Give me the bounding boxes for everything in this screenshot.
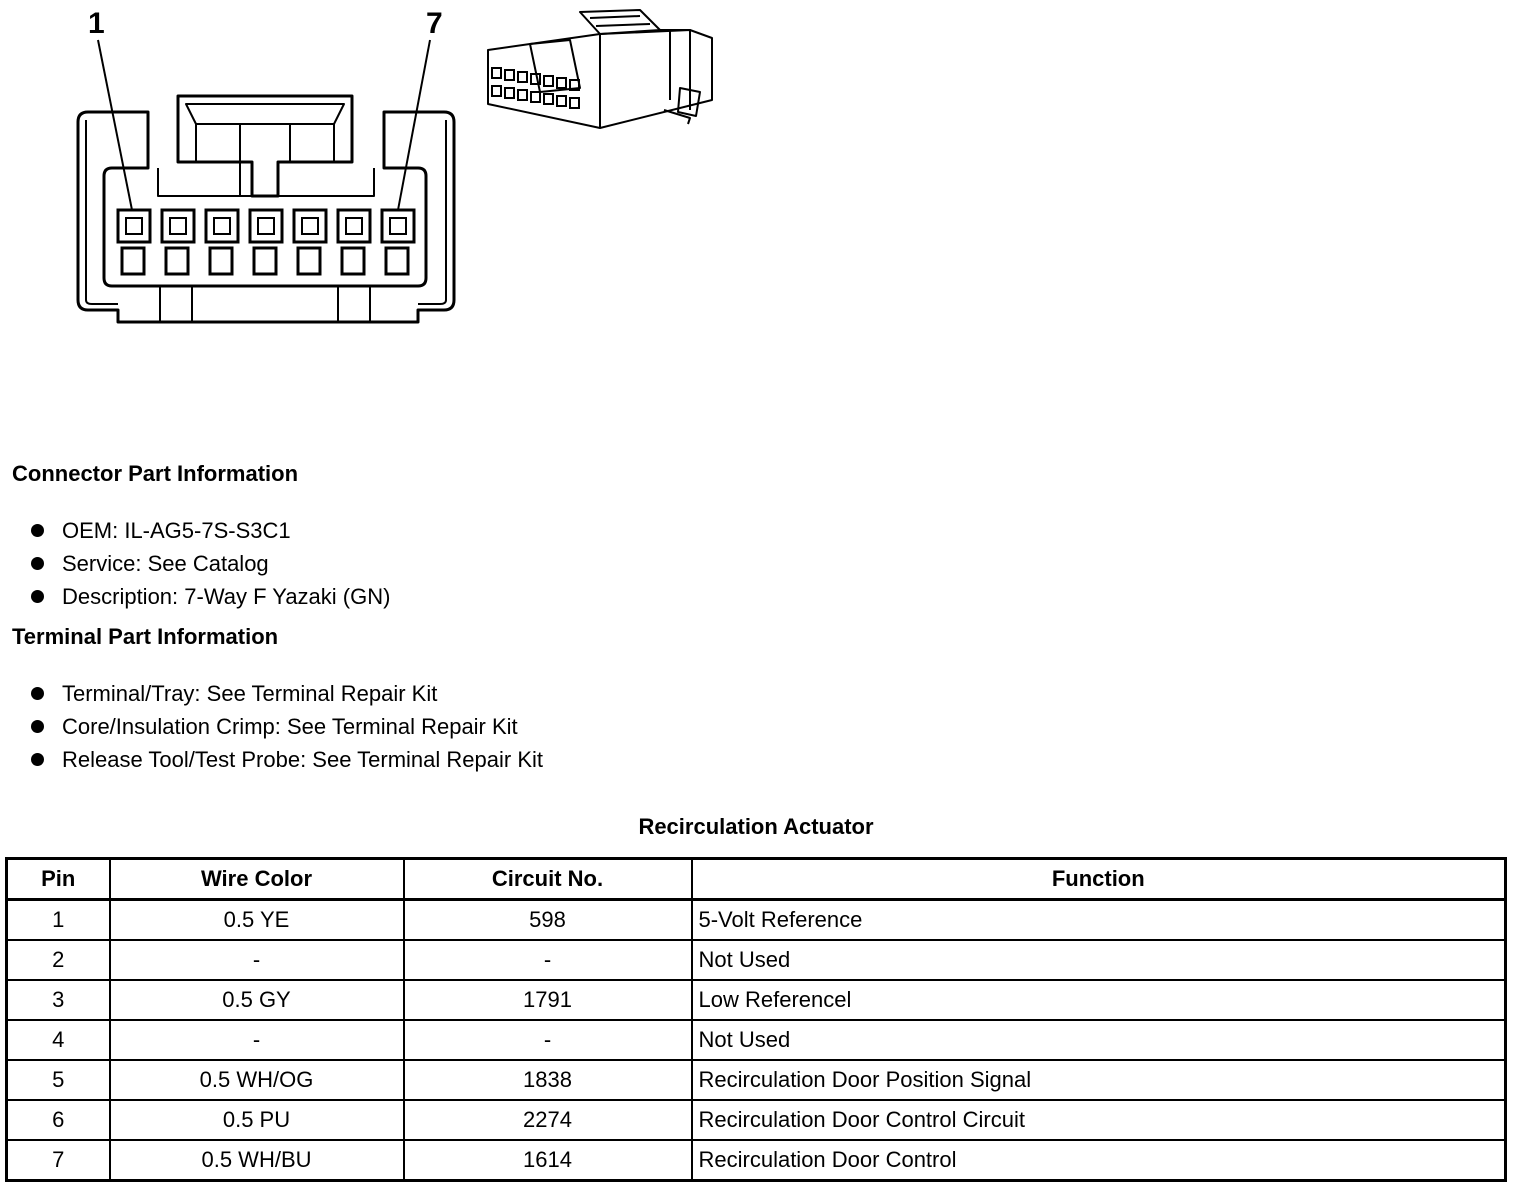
iso-cavity [544, 76, 553, 86]
pin-cavity-7 [382, 210, 414, 242]
header-function: Function [692, 859, 1506, 900]
cell-wire-color: 0.5 WH/OG [110, 1060, 404, 1100]
pin-lock-7 [386, 248, 408, 274]
bullet-icon [31, 557, 44, 570]
cell-pin: 2 [7, 940, 110, 980]
pin-cavity-2 [162, 210, 194, 242]
iso-cavity [544, 94, 553, 104]
cell-wire-color: 0.5 GY [110, 980, 404, 1020]
cell-pin: 7 [7, 1140, 110, 1181]
cell-wire-color: - [110, 940, 404, 980]
list-item: Release Tool/Test Probe: See Terminal Repair Kit [30, 743, 543, 776]
pin-terminal-1 [126, 218, 142, 234]
iso-cavity [492, 68, 501, 78]
pin-cavity-3 [206, 210, 238, 242]
cell-pin: 4 [7, 1020, 110, 1060]
iso-cavity [531, 92, 540, 102]
terminal-part-info-list [30, 677, 543, 776]
cell-circuit-no: - [404, 1020, 692, 1060]
pin-terminal-2 [170, 218, 186, 234]
iso-cavity [557, 96, 566, 106]
latch [178, 96, 352, 196]
header-pin: Pin [7, 859, 110, 900]
pin-cavity-1 [118, 210, 150, 242]
list-item: Core/Insulation Crimp: See Terminal Repair Kit [30, 710, 543, 743]
terminal-part-info-heading: Terminal Part Information [12, 624, 279, 649]
cell-pin: 3 [7, 980, 110, 1020]
pin-lock-1 [122, 248, 144, 274]
cell-wire-color: - [110, 1020, 404, 1060]
list-item: Service: See Catalog [30, 547, 390, 580]
iso-cavity [492, 86, 501, 96]
cell-circuit-no: 1614 [404, 1140, 692, 1181]
bullet-icon [31, 524, 44, 537]
pin-label-1: 1 [88, 7, 105, 40]
cell-function: Not Used [692, 1020, 1506, 1060]
pin-lock-5 [298, 248, 320, 274]
cell-function: Recirculation Door Control [692, 1140, 1506, 1181]
cell-circuit-no: 598 [404, 900, 692, 941]
cell-function: Low Referencel [692, 980, 1506, 1020]
bullet-icon [31, 720, 44, 733]
pin-cavity-4 [250, 210, 282, 242]
pin-lock-6 [342, 248, 364, 274]
cell-pin: 1 [7, 900, 110, 941]
connector-part-info-list [30, 514, 390, 613]
table-row [7, 1020, 1506, 1060]
cell-wire-color: 0.5 WH/BU [110, 1140, 404, 1181]
pin-terminal-6 [346, 218, 362, 234]
iso-cavity [505, 88, 514, 98]
cell-function: Recirculation Door Control Circuit [692, 1100, 1506, 1140]
cell-pin: 5 [7, 1060, 110, 1100]
iso-cavity [570, 98, 579, 108]
connector-part-info-heading: Connector Part Information [12, 461, 299, 486]
pin-lock-3 [210, 248, 232, 274]
pin-cavity-6 [338, 210, 370, 242]
pin-lock-2 [166, 248, 188, 274]
header-wire-color: Wire Color [110, 859, 404, 900]
bullet-icon [31, 590, 44, 603]
iso-cavity [505, 70, 514, 80]
list-item: Terminal/Tray: See Terminal Repair Kit [30, 677, 543, 710]
table-row [7, 1140, 1506, 1181]
cell-circuit-no: 1838 [404, 1060, 692, 1100]
cell-function: Recirculation Door Position Signal [692, 1060, 1506, 1100]
connector-isometric-illustration [488, 10, 712, 128]
list-item: OEM: IL-AG5-7S-S3C1 [30, 514, 390, 547]
pinout-table [5, 857, 1507, 1182]
connector-diagram [0, 0, 760, 340]
pin-cavity-5 [294, 210, 326, 242]
iso-cavity [518, 72, 527, 82]
cell-circuit-no: - [404, 940, 692, 980]
table-row [7, 940, 1506, 980]
pin-terminal-3 [214, 218, 230, 234]
cell-pin: 6 [7, 1100, 110, 1140]
pin-terminal-5 [302, 218, 318, 234]
cell-circuit-no: 2274 [404, 1100, 692, 1140]
pin-label-7: 7 [426, 7, 443, 40]
pin-terminal-7 [390, 218, 406, 234]
header-circuit-no: Circuit No. [404, 859, 692, 900]
bullet-icon [31, 753, 44, 766]
iso-cavity [557, 78, 566, 88]
pin-lock-4 [254, 248, 276, 274]
pin-terminal-4 [258, 218, 274, 234]
cell-wire-color: 0.5 PU [110, 1100, 404, 1140]
table-header-row [7, 859, 1506, 900]
bullet-icon [31, 687, 44, 700]
iso-cavity [518, 90, 527, 100]
list-item: Description: 7-Way F Yazaki (GN) [30, 580, 390, 613]
table-title: Recirculation Actuator [638, 814, 874, 839]
table-row [7, 980, 1506, 1020]
table-row [7, 1060, 1506, 1100]
table-row [7, 1100, 1506, 1140]
cell-wire-color: 0.5 YE [110, 900, 404, 941]
cell-function: Not Used [692, 940, 1506, 980]
table-row [7, 900, 1506, 941]
cell-circuit-no: 1791 [404, 980, 692, 1020]
cell-function: 5-Volt Reference [692, 900, 1506, 941]
